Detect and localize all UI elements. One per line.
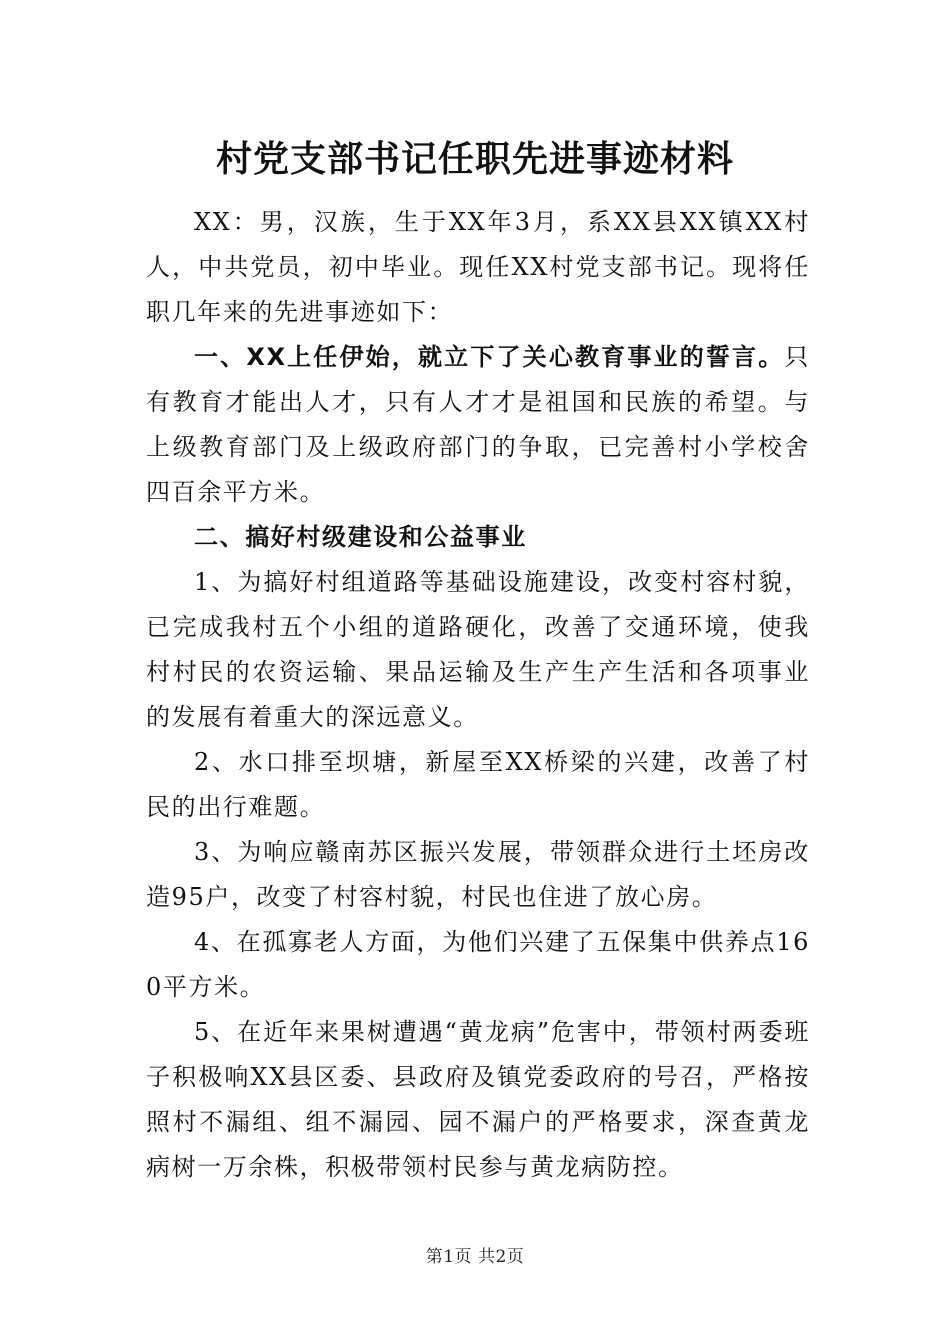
list-item-5: 5、在近年来果树遭遇“黄龙病”危害中，带领村两委班子积极响XX县区委、县政府及镇党委政府的号召，严格按照村不漏组、组不漏园、园不漏户的严格要求，深查黄龙病树一万余株，积极带领村民参与黄龙病防控。 [146,1018,810,1181]
section-1-paragraph [146,335,810,515]
document-title: 村党支部书记任职先进事迹材料 [215,138,734,180]
list-item-1: 1、为搞好村组道路等基础设施建设，改变村容村貌，已完成我村五个小组的道路硬化，改善了交通环境，使我村村民的农资运输、果品运输及生产生产生活和各项事业的发展有着重大的深远意义。 [146,568,810,731]
list-item-4: 4、在孤寡老人方面，为他们兴建了五保集中供养点160平方米。 [146,928,810,1001]
list-item-3: 3、为响应赣南苏区振兴发展，带领群众进行土坯房改造95户，改变了村容村貌，村民也住进了放心房。 [146,838,810,911]
page-footer: 第1页 共2页 [425,1247,525,1267]
list-item-2: 2、水口排至坝塘，新屋至XX桥梁的兴建，改善了村民的出行难题。 [146,748,810,821]
section-1-heading: 一、XX上任伊始，就立下了关心教育事业的誓言。 [194,343,785,371]
section-1-body: 只有教育才能出人才，只有人才才是祖国和民族的希望。与上级教育部门及上级政府部门的争取，已完善村小学校舍四百余平方米。 [146,343,810,506]
section-2-heading: 二、搞好村级建设和公益事业 [194,523,527,551]
intro-paragraph: XX：男，汉族，生于XX年3月，系XX县XX镇XX村人，中共党员，初中毕业。现任XX村党支部书记。现将任职几年来的先进事迹如下： [146,208,810,326]
document-body [146,200,810,1190]
